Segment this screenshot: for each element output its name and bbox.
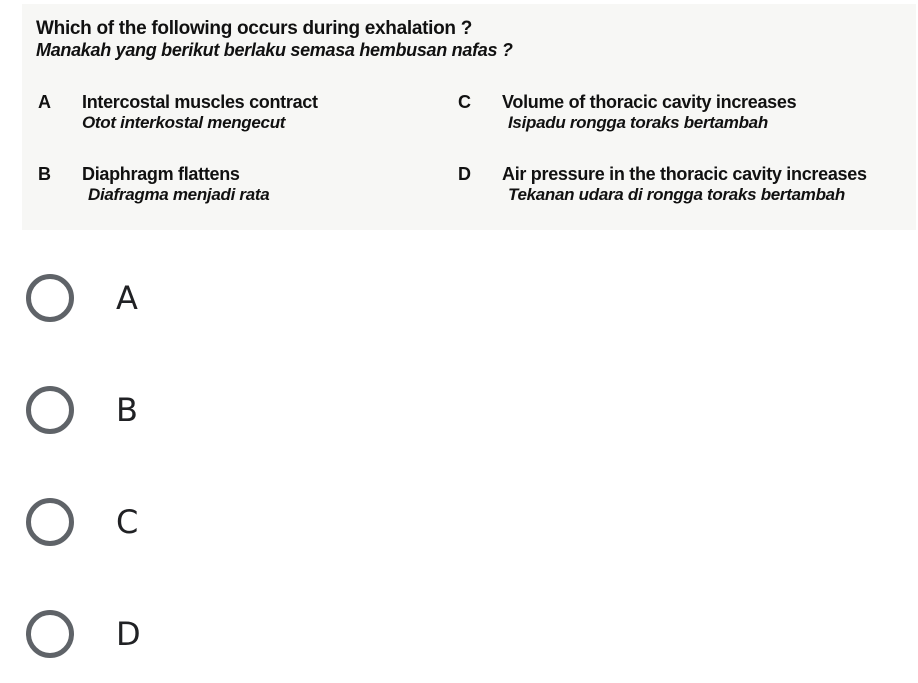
question-text-english: Which of the following occurs during exhalation ? [36, 18, 473, 39]
choice-d[interactable] [26, 610, 326, 666]
option-text-english: Air pressure in the thoracic cavity increases [502, 164, 867, 184]
choice-b[interactable] [26, 386, 326, 442]
option-letter: A [38, 92, 51, 112]
option-text-english: Volume of thoracic cavity increases [502, 92, 797, 112]
option-letter: C [458, 92, 471, 112]
choice-c[interactable] [26, 498, 326, 554]
option-text-malay: Otot interkostal mengecut [82, 113, 286, 132]
radio-button-c[interactable] [26, 498, 74, 546]
option-text-english: Intercostal muscles contract [82, 92, 318, 112]
option-text-english: Diaphragm flattens [82, 164, 240, 184]
choice-label-b[interactable]: B [116, 391, 138, 429]
option-letter: B [38, 164, 51, 184]
radio-button-b[interactable] [26, 386, 74, 434]
option-text-malay: Tekanan udara di rongga toraks bertambah [508, 185, 845, 204]
radio-button-a[interactable] [26, 274, 74, 322]
option-text-malay: Diafragma menjadi rata [88, 185, 270, 204]
choice-label-a[interactable]: A [116, 279, 138, 317]
choice-a[interactable] [26, 274, 326, 330]
question-image [22, 4, 916, 230]
option-letter: D [458, 164, 471, 184]
choice-label-c[interactable]: C [116, 503, 139, 541]
option-text-malay: Isipadu rongga toraks bertambah [508, 113, 768, 132]
radio-button-d[interactable] [26, 610, 74, 658]
question-text-malay: Manakah yang berikut berlaku semasa hembusan nafas ? [36, 40, 513, 60]
choice-label-d[interactable]: D [116, 615, 141, 653]
